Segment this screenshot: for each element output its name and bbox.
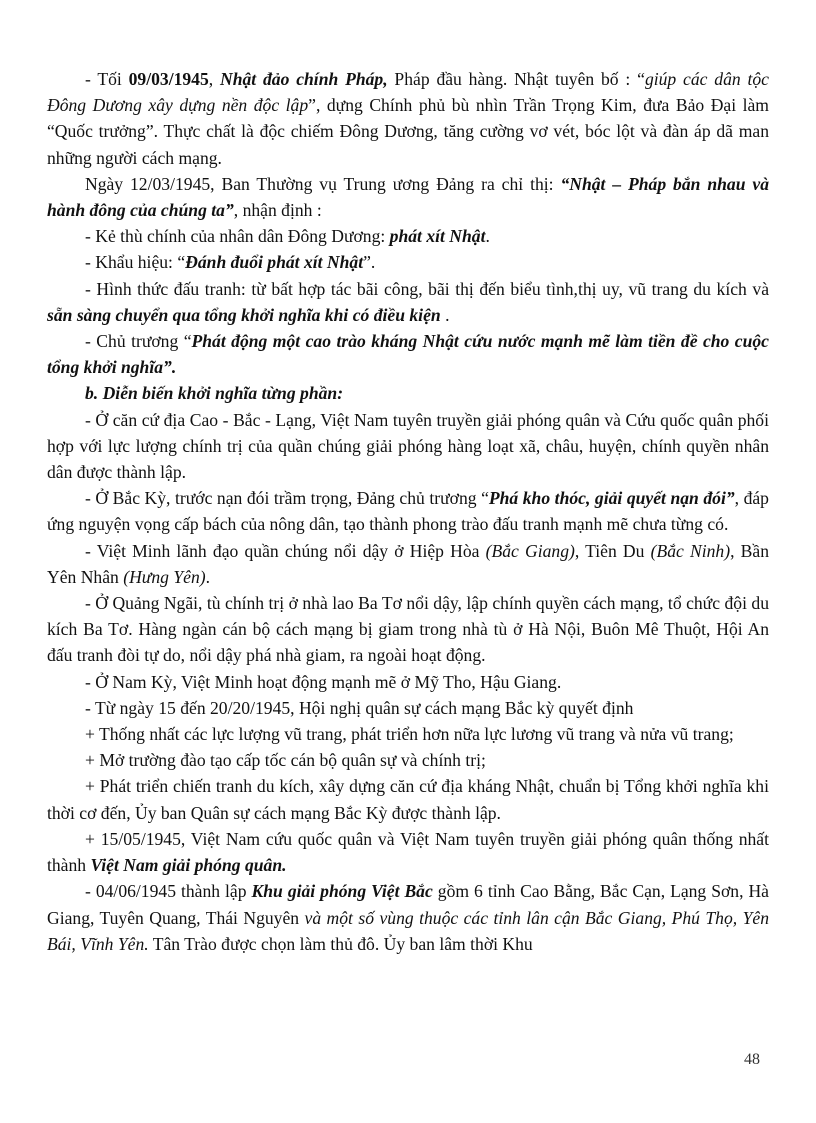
text-run: , (208, 69, 220, 89)
text-run: và một số vùng thuộc các tỉnh lân cận Bắc Giang, Phú Thọ, Yên Bái, Vĩnh Yên. (47, 907, 769, 954)
text-run: ”, dựng Chính phủ bù nhìn Trần Trọng Kim, đưa Bảo Đại làm “Quốc trưởng”. Thực chất là độc chiếm Đông Dương, tăng cường vơ vét, bóc lột và đàn áp dã man những người cách mạng. (47, 95, 769, 168)
text-run: + Phát triển chiến tranh du kích, xây dựng căn cứ địa kháng Nhật, chuẩn bị Tổng khởi nghĩa khi thời cơ đến, Ủy ban Quân sự cách mạng Bắc Kỳ được thành lập. (47, 776, 769, 823)
text-run: Ngày 12/03/1945, Ban Thường vụ Trung ương Đảng ra chỉ thị: (85, 173, 561, 194)
text-run: - Khẩu hiệu: “ (85, 252, 186, 273)
paragraph (47, 171, 769, 223)
text-run: 09/03/1945 (128, 69, 209, 89)
text-run: (Bắc Giang) (485, 540, 575, 561)
text-run: + 15/05/1945, Việt Nam cứu quốc quân và Việt Nam tuyên truyền giải phóng quân thống nhất thành (47, 828, 769, 876)
paragraph (47, 538, 769, 590)
text-run: Phá kho thóc, giải quyết nạn đói” (488, 488, 735, 509)
text-run: ”. (363, 252, 376, 273)
text-run: . (440, 304, 450, 325)
text-run: - Từ ngày 15 đến 20/20/1945, Hội nghị quân sự cách mạng Bắc kỳ quyết định (85, 697, 634, 718)
paragraph (47, 826, 769, 878)
paragraph (47, 276, 769, 328)
text-run: sẵn sàng chuyển qua tổng khởi nghĩa khi có điều kiện (47, 304, 441, 325)
text-run: . (205, 566, 211, 587)
text-run: b. Diễn biến khởi nghĩa từng phần: (85, 383, 344, 404)
text-run: , Tiên Du (574, 540, 651, 561)
text-run: Nhật đảo chính Pháp, (220, 69, 388, 89)
text-run: Tân Trào được chọn làm thủ đô. Ủy ban lâm thời Khu (148, 933, 533, 954)
paragraph (47, 721, 769, 747)
text-run: - Ở Quảng Ngãi, tù chính trị ở nhà lao Ba Tơ nổi dậy, lập chính quyền cách mạng, tổ chức đội du kích Ba Tơ. Hàng ngàn cán bộ cách mạng bị giam trong nhà tù ở Hà Nội, Buôn Mê Thuột, Hội An đấu tranh đòi tự do, nổi dậy phá nhà giam, ra ngoài hoạt động. (47, 593, 769, 666)
paragraph (47, 669, 769, 695)
text-run: - Kẻ thù chính của nhân dân Đông Dương: (85, 226, 390, 247)
text-run: Pháp đầu hàng. Nhật tuyên bố : “ (387, 69, 645, 89)
text-run: (Hưng Yên) (123, 566, 206, 587)
paragraph (47, 747, 769, 773)
text-run: - Ở Nam Kỳ, Việt Minh hoạt động mạnh mẽ ở Mỹ Tho, Hậu Giang. (85, 671, 562, 692)
paragraph (47, 695, 769, 721)
text-run: - Ở căn cứ địa Cao - Bắc - Lạng, Việt Nam tuyên truyền giải phóng quân và Cứu quốc quân phối hợp với lực lượng chính trị của quần chúng giải phóng hàng loạt xã, châu, huyện, chính quyền nhân dân được thành lập. (47, 409, 769, 483)
text-run: , Bần Yên Nhân (47, 540, 769, 587)
paragraph (47, 485, 769, 537)
text-run: - Hình thức đấu tranh: từ bất hợp tác bãi công, bãi thị đến biểu tình,thị uy, vũ trang du kích và (85, 278, 769, 299)
text-run: (Bắc Ninh) (650, 540, 731, 561)
paragraph (47, 223, 769, 249)
text-run: + Mở trường đào tạo cấp tốc cán bộ quân sự và chính trị; (85, 750, 486, 771)
paragraph (47, 773, 769, 825)
page-number: 48 (744, 1051, 760, 1068)
text-run: “Nhật – Pháp bắn nhau và hành đông của chúng ta” (47, 173, 769, 221)
text-run: giúp các dân tộc Đông Dương xây dựng nền độc lập (47, 69, 769, 116)
document-body (47, 66, 769, 957)
text-run: Khu giải phóng Việt Bắc (251, 881, 433, 902)
text-run: , đáp ứng nguyện vọng cấp bách của nông dân, tạo thành phong trào đấu tranh mạnh mẽ chưa từng có. (47, 488, 769, 535)
text-run: Đánh đuổi phát xít Nhật (185, 252, 364, 273)
paragraph (47, 66, 769, 171)
paragraph (47, 878, 769, 957)
text-run: phát xít Nhật (389, 226, 486, 247)
text-run: + Thống nhất các lực lượng vũ trang, phát triển hơn nữa lực lương vũ trang và nửa vũ trang; (85, 724, 734, 745)
text-run: - Tối (85, 69, 129, 89)
paragraph (47, 407, 769, 486)
paragraph (47, 249, 769, 275)
paragraph (47, 328, 769, 380)
text-run: - 04/06/1945 thành lập (85, 881, 252, 902)
text-run: - Ở Bắc Kỳ, trước nạn đói trầm trọng, Đảng chủ trương “ (85, 488, 489, 509)
text-run: gồm 6 tỉnh Cao Bằng, Bắc Cạn, Lạng Sơn, Hà Giang, Tuyên Quang, Thái Nguyên (47, 881, 769, 928)
paragraph (47, 380, 769, 406)
text-run: - Chủ trương “ (85, 331, 192, 352)
text-run: . (485, 226, 490, 247)
text-run: , nhận định : (233, 200, 322, 221)
text-run: Phát động một cao trào kháng Nhật cứu nước mạnh mẽ làm tiền đề cho cuộc tổng khởi nghĩa”. (47, 331, 769, 378)
paragraph (47, 590, 769, 669)
text-run: Việt Nam giải phóng quân. (90, 855, 287, 876)
text-run: - Việt Minh lãnh đạo quần chúng nổi dậy ở Hiệp Hòa (85, 540, 486, 561)
